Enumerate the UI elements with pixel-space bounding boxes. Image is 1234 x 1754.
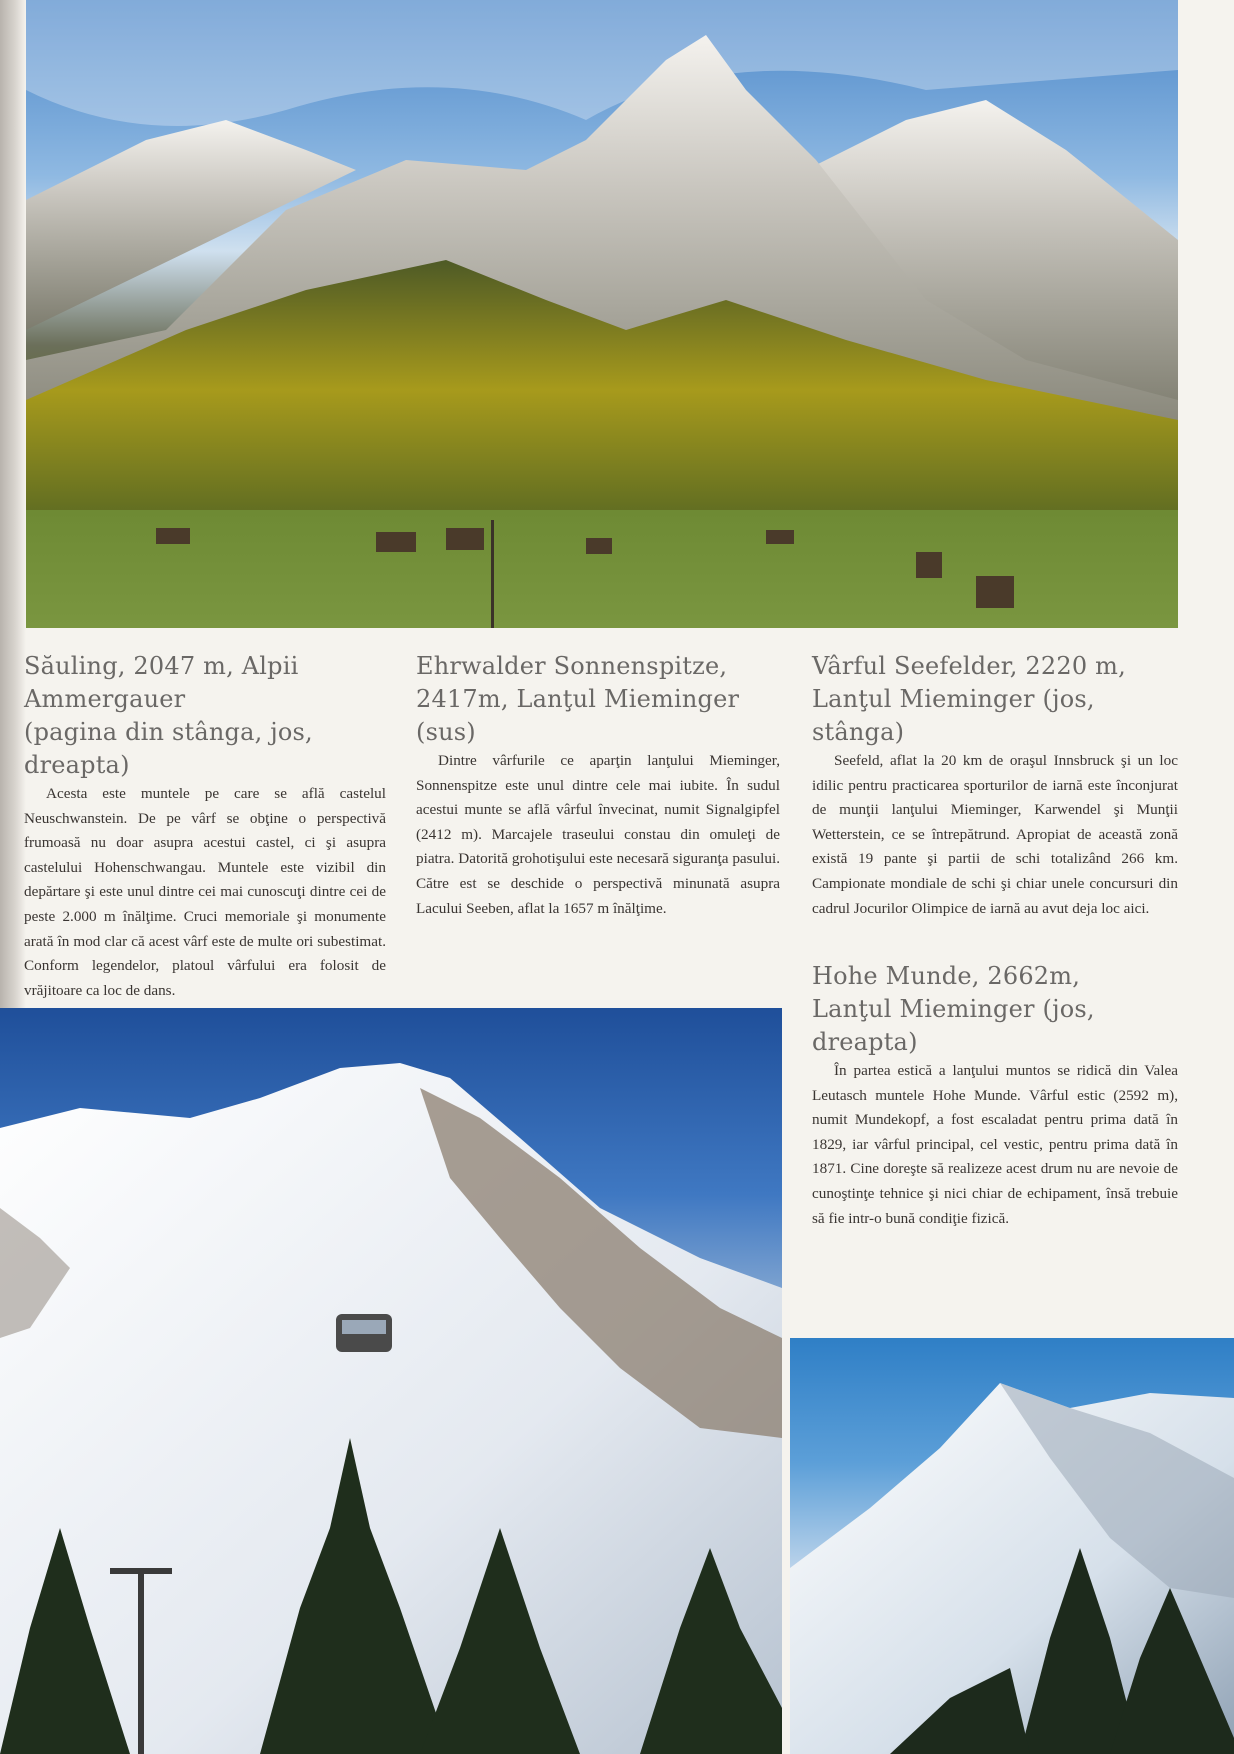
caption-hohe-munde — [812, 960, 1178, 1231]
caption-heading — [24, 650, 386, 782]
photo-ehrwalder-sonnenspitze — [26, 0, 1178, 628]
heading-line-1: Ehrwalder Sonnenspitze, — [416, 652, 728, 680]
heading-line-1: Săuling, 2047 m, Alpii Ammergauer — [24, 652, 299, 713]
heading-line-2: (pagina din stânga, jos, dreapta) — [24, 718, 313, 779]
caption-sauling — [24, 650, 386, 1003]
heading-line-2: 2417m, Lanţul Mieminger (sus) — [416, 685, 740, 746]
caption-heading — [812, 960, 1178, 1059]
photo-varful-seefelder — [0, 1008, 782, 1754]
heading-line-2: Lanţul Mieminger (jos, stânga) — [812, 685, 1095, 746]
heading-line-2: Lanţul Mieminger (jos, dreapta) — [812, 995, 1095, 1056]
caption-body: În partea estică a lanţului muntos se ridică din Valea Leutasch muntele Hohe Munde. Vârful estic (2592 m), numit Mundekopf, a fost escaladat pentru prima dată în 1829, iar vârful principal, cel vestic, pentru prima dată în 1871. Cine doreşte să realizeze acest drum nu are nevoie de cunoştinţe tehnice şi nici chiar de echipament, însă trebuie să fie intr-o bună condiţie fizică. — [812, 1062, 1178, 1227]
heading-line-1: Vârful Seefelder, 2220 m, — [812, 652, 1126, 680]
caption-body: Seefeld, aflat la 20 km de oraşul Innsbruck şi un loc idilic pentru practicarea sporturilor de iarnă este înconjurat de munţii lanţului Mieminger, Karwendel şi Munţii Wetterstein, ce se întrepătrund. Apropiat de această zonă există 19 pante şi partii de schi totalizând 266 km. Campionate mondiale de schi şi chiar unele concursuri din cadrul Jocurilor Olimpice de iarnă au avut deja loc aici. — [812, 752, 1178, 917]
caption-body: Acesta este muntele pe care se află castelul Neuschwanstein. De pe vârf se obţine o perspectivă frumoasă nu doar asupra acestui castel, ci şi asupra castelului Hohenschwangau. Muntele este vizibil din depărtare şi este unul dintre cei mai cunoscuţi dintre cei de peste 2.000 m înălţime. Cruci memoriale şi monumente arată în mod clar că acest vârf este de multe ori subestimat. Conform legendelor, platoul vârfului era folosit de vrăjitoare ca loc de dans. — [24, 785, 386, 999]
caption-varful-seefelder — [812, 650, 1178, 921]
caption-heading — [416, 650, 780, 749]
photo-hohe-munde — [790, 1338, 1234, 1754]
caption-heading — [812, 650, 1178, 749]
caption-ehrwalder-sonnenspitze — [416, 650, 780, 921]
caption-body: Dintre vârfurile ce aparţin lanţului Mieminger, Sonnenspitze este unul dintre cele mai iubite. În sudul acestui munte se află vârful învecinat, numit Signalgipfel (2412 m). Marcajele traseului constau din omuleţi de piatra. Datorită grohotişului este necesară siguranţa pasului. Către est se deschide o perspectivă minunată asupra Lacului Seeben, aflat la 1657 m înălţime. — [416, 752, 780, 917]
heading-line-1: Hohe Munde, 2662m, — [812, 962, 1081, 990]
